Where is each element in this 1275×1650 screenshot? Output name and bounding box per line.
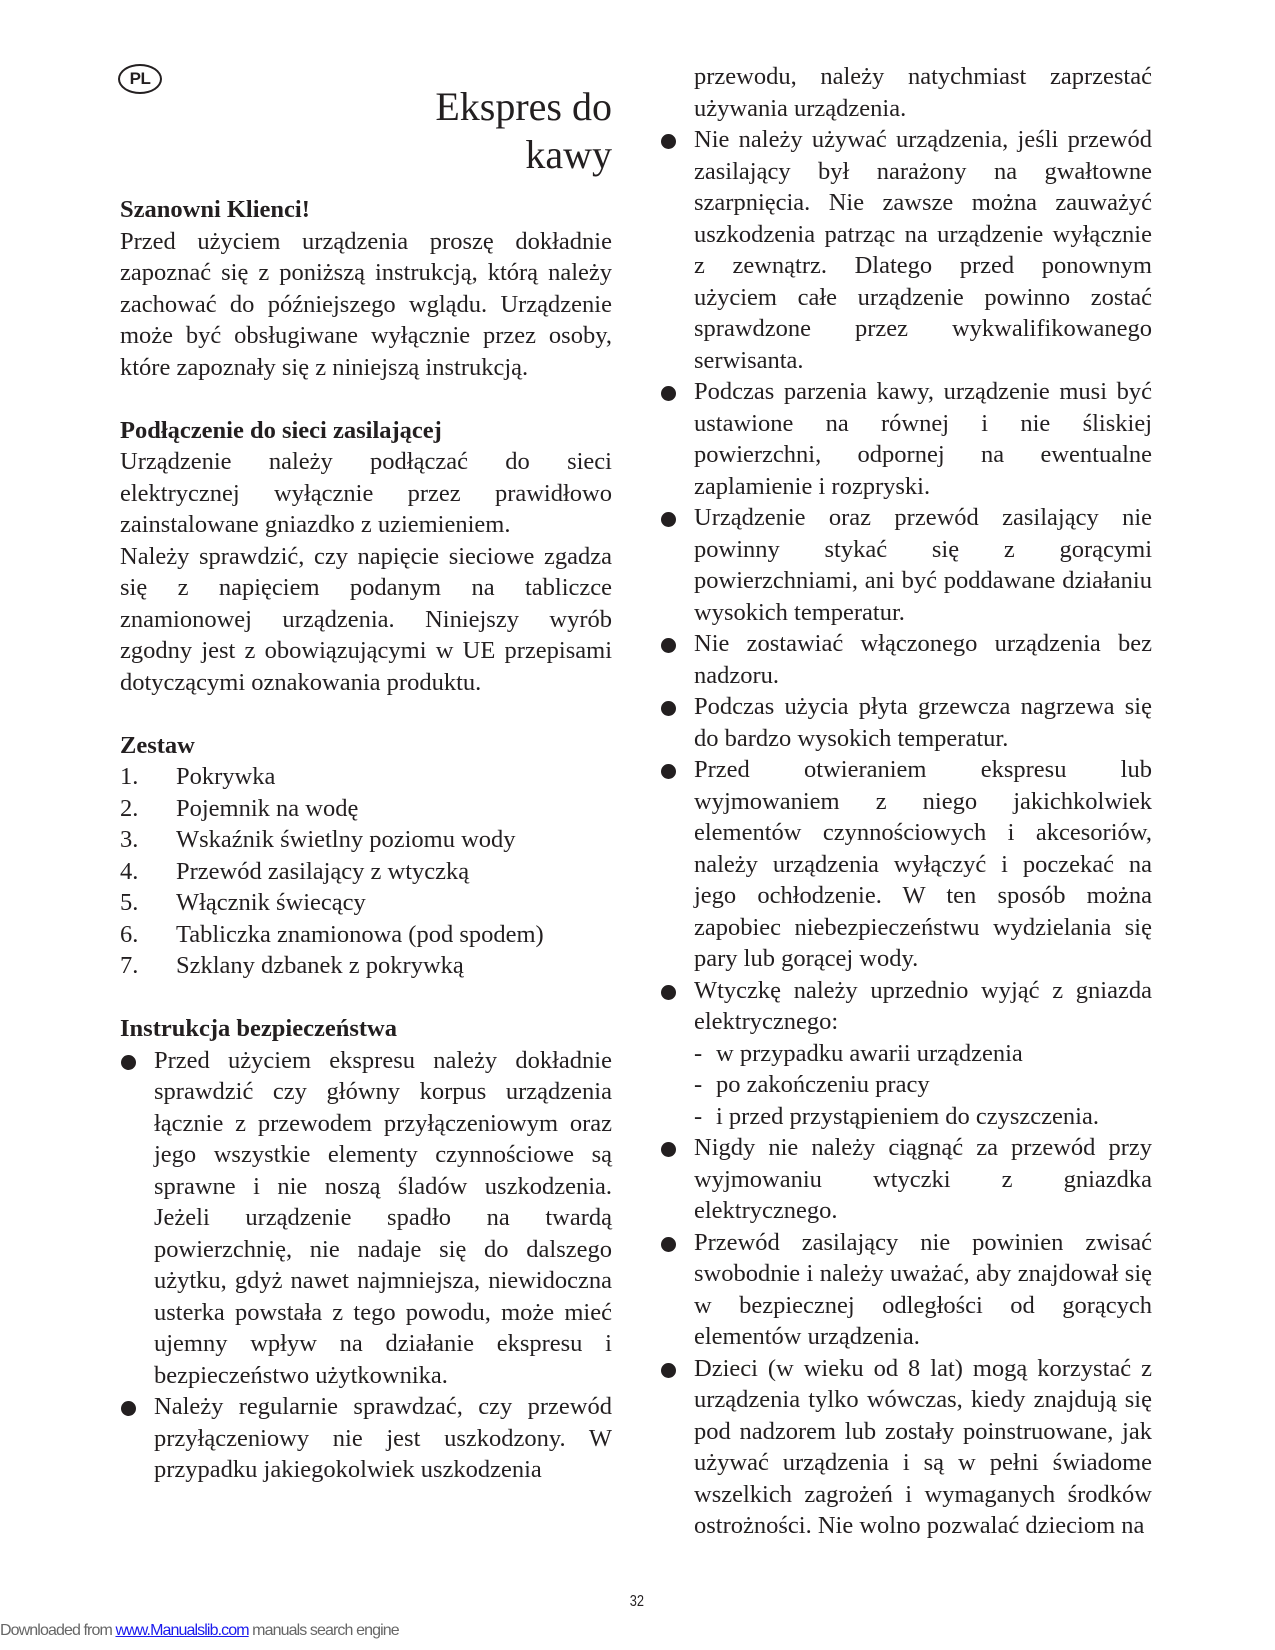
dash-marker: - <box>694 1071 703 1098</box>
safety-bullet <box>660 754 1152 975</box>
safety-bullet <box>660 628 1152 691</box>
safety-bullet <box>660 376 1152 502</box>
dash-text: i przed przystąpieniem do czyszczenia. <box>716 1102 1099 1130</box>
greeting-heading: Szanowni Klienci! <box>120 196 310 223</box>
item-label: Pokrywka <box>176 763 276 790</box>
dash-item <box>694 1101 1152 1133</box>
bullet-text: Podczas parzenia kawy, urządzenie musi być ustawione na równej i nie śliskiej powierzchni, odpornej na ewentualne zaplamienie i rozpryski. <box>694 378 1152 500</box>
item-number: 2. <box>120 794 139 822</box>
power-paragraph: Urządzenie należy podłączać do sieci elektrycznej wyłącznie przez prawidłowo zainstalowane gniazdko z uziemieniem. <box>120 448 612 538</box>
item-label: Pojemnik na wodę <box>176 794 359 822</box>
page-number: 32 <box>629 1593 645 1610</box>
safety-list-right <box>660 124 1152 1542</box>
item-label: Włącznik świecący <box>176 889 366 916</box>
safety-bullet <box>660 691 1152 754</box>
safety-bullet <box>660 1227 1152 1353</box>
left-column <box>120 194 612 1486</box>
bullet-text: Przed otwieraniem ekspresu lub wyjmowaniem z niego jakichkolwiek elementów czynnościowych i akcesoriów, należy urządzenia wyłączyć i poczekać na jego ochłodzenie. W ten sposób można zapobiec niebezpieczeństwu wydzielania się pary lub gorącej wody. <box>694 756 1152 972</box>
safety-list-left <box>120 1045 612 1486</box>
list-item <box>120 919 612 951</box>
dash-text: po zakończeniu pracy <box>716 1071 930 1098</box>
item-label: Przewód zasilający z wtyczką <box>176 857 470 885</box>
safety-heading: Instrukcja bezpieczeństwa <box>120 1015 397 1042</box>
dash-text: w przypadku awarii urządzenia <box>716 1039 1023 1067</box>
safety-bullet <box>120 1391 612 1486</box>
bullet-icon <box>661 638 676 653</box>
bullet-icon <box>661 1142 676 1157</box>
bullet-text: Należy regularnie sprawdzać, czy przewód przyłączeniowy nie jest uszkodzony. W przypadku jakiegokolwiek uszkodzenia <box>154 1393 612 1483</box>
bullet-icon <box>661 512 676 527</box>
item-number: 7. <box>120 952 139 979</box>
list-item <box>120 950 612 982</box>
bullet-icon <box>121 1401 136 1416</box>
item-label: Tabliczka znamionowa (pod spodem) <box>176 920 544 948</box>
unplug-cases-list <box>694 1038 1152 1133</box>
dash-marker: - <box>694 1102 703 1130</box>
bullet-text: Przewód zasilający nie powinien zwisać swobodnie i należy uważać, aby znajdował się w bezpiecznej odległości od gorących elementów urządzenia. <box>694 1228 1152 1350</box>
bullet-text: Przed użyciem ekspresu należy dokładnie sprawdzić czy główny korpus urządzenia łącznie z przewodem przyłączeniowym oraz jego wszystkie elementy czynnościowe są sprawne i nie noszą śladów uszkodzenia. Jeżeli urządzenie spadło na twardą powierzchnię, nie nadaje się do dalszego użytku, gdyż nawet najmniejsza, niewidoczna usterka powstała z tego powodu, może mieć ujemny wpływ na działanie ekspresu i bezpieczeństwo użytkownika. <box>154 1046 612 1389</box>
item-label: Wskaźnik świetlny poziomu wody <box>176 826 516 853</box>
download-footer <box>0 1622 399 1640</box>
bullet-text: Nigdy nie należy ciągnąć za przewód przy wyjmowaniu wtyczki z gniazdka elektrycznego. <box>694 1134 1152 1224</box>
right-column <box>660 61 1152 1542</box>
item-number: 5. <box>120 889 139 916</box>
list-item <box>120 887 612 919</box>
bullet-text: Urządzenie oraz przewód zasilający nie powinny stykać się z gorącymi powierzchniami, ani być poddawane działaniu wysokich temperatur. <box>694 504 1152 626</box>
item-number: 1. <box>120 763 139 790</box>
bullet-icon <box>661 764 676 779</box>
dash-item <box>694 1038 1152 1070</box>
power-connection-heading: Podłączenie do sieci zasilającej <box>120 416 442 444</box>
language-badge-label: PL <box>129 69 151 88</box>
bullet-text: Nie zostawiać włączonego urządzenia bez nadzoru. <box>694 630 1152 689</box>
bullet-icon <box>661 1237 676 1252</box>
dash-marker: - <box>694 1039 703 1067</box>
bullet-icon <box>121 1055 136 1070</box>
bullet-text: Dzieci (w wieku od 8 lat) mogą korzystać z urządzenia tylko wówczas, kiedy znajdują się pod nadzorem lub zostały poinstruowane, jak używać urządzenia i są w pełni świadome wszelkich zagrożeń i wymaganych środków ostrożności. Nie wolno pozwalać dzieciom na <box>694 1354 1152 1539</box>
language-badge-pl <box>118 64 162 94</box>
item-label: Szklany dzbanek z pokrywką <box>176 952 464 979</box>
item-number: 4. <box>120 857 139 885</box>
footer-prefix: Downloaded from <box>0 1622 116 1639</box>
bullet-icon <box>661 1363 676 1378</box>
bullet-text: Wtyczkę należy uprzednio wyjąć z gniazda elektrycznego: <box>694 976 1152 1035</box>
safety-bullet <box>660 975 1152 1133</box>
set-contents-heading: Zestaw <box>120 731 195 759</box>
page-title: Ekspres do kawy <box>435 83 612 177</box>
safety-bullet <box>660 502 1152 628</box>
safety-bullet <box>660 1353 1152 1542</box>
dash-item <box>694 1069 1152 1101</box>
safety-bullet <box>660 1132 1152 1227</box>
bullet-icon <box>661 134 676 149</box>
bullet-text: Nie należy używać urządzenia, jeśli przewód zasilający był narażony na gwałtowne szarpnięcia. Nie zawsze można zauważyć uszkodzenia patrząc na urządzenie wyłącznie z zewnątrz. Dlatego przed ponownym użyciem całe urządzenie powinno zostać sprawdzone przez wykwalifikowanego serwisanta. <box>694 126 1152 374</box>
bullet-text: Podczas użycia płyta grzewcza nagrzewa się do bardzo wysokich temperatur. <box>694 693 1152 752</box>
item-number: 6. <box>120 920 139 948</box>
footer-suffix: manuals search engine <box>248 1622 399 1639</box>
item-number: 3. <box>120 826 139 853</box>
list-item <box>120 793 612 825</box>
bullet-icon <box>661 701 676 716</box>
bullet-icon <box>661 386 676 401</box>
set-contents-list <box>120 761 612 982</box>
safety-bullet <box>660 124 1152 376</box>
list-item <box>120 824 612 856</box>
list-item <box>120 856 612 888</box>
greeting-text: Przed użyciem urządzenia proszę dokładnie zapoznać się z poniższą instrukcją, którą należy zachować do późniejszego wglądu. Urządzenie może być obsługiwane wyłącznie przez osoby, które zapoznały się z niniejszą instrukcją. <box>120 227 612 381</box>
power-paragraph: Należy sprawdzić, czy napięcie sieciowe zgadza się z napięciem podanym na tabliczce znamionowej urządzenia. Niniejszy wyrób zgodny jest z obowiązującymi w UE przepisami dotyczącymi oznakowania produktu. <box>120 542 612 696</box>
safety-bullet <box>120 1045 612 1392</box>
bullet-icon <box>661 985 676 1000</box>
list-item <box>120 761 612 793</box>
continued-text: przewodu, należy natychmiast zaprzestać używania urządzenia. <box>694 63 1152 122</box>
manualslib-link[interactable]: www.Manualslib.com <box>115 1622 249 1639</box>
